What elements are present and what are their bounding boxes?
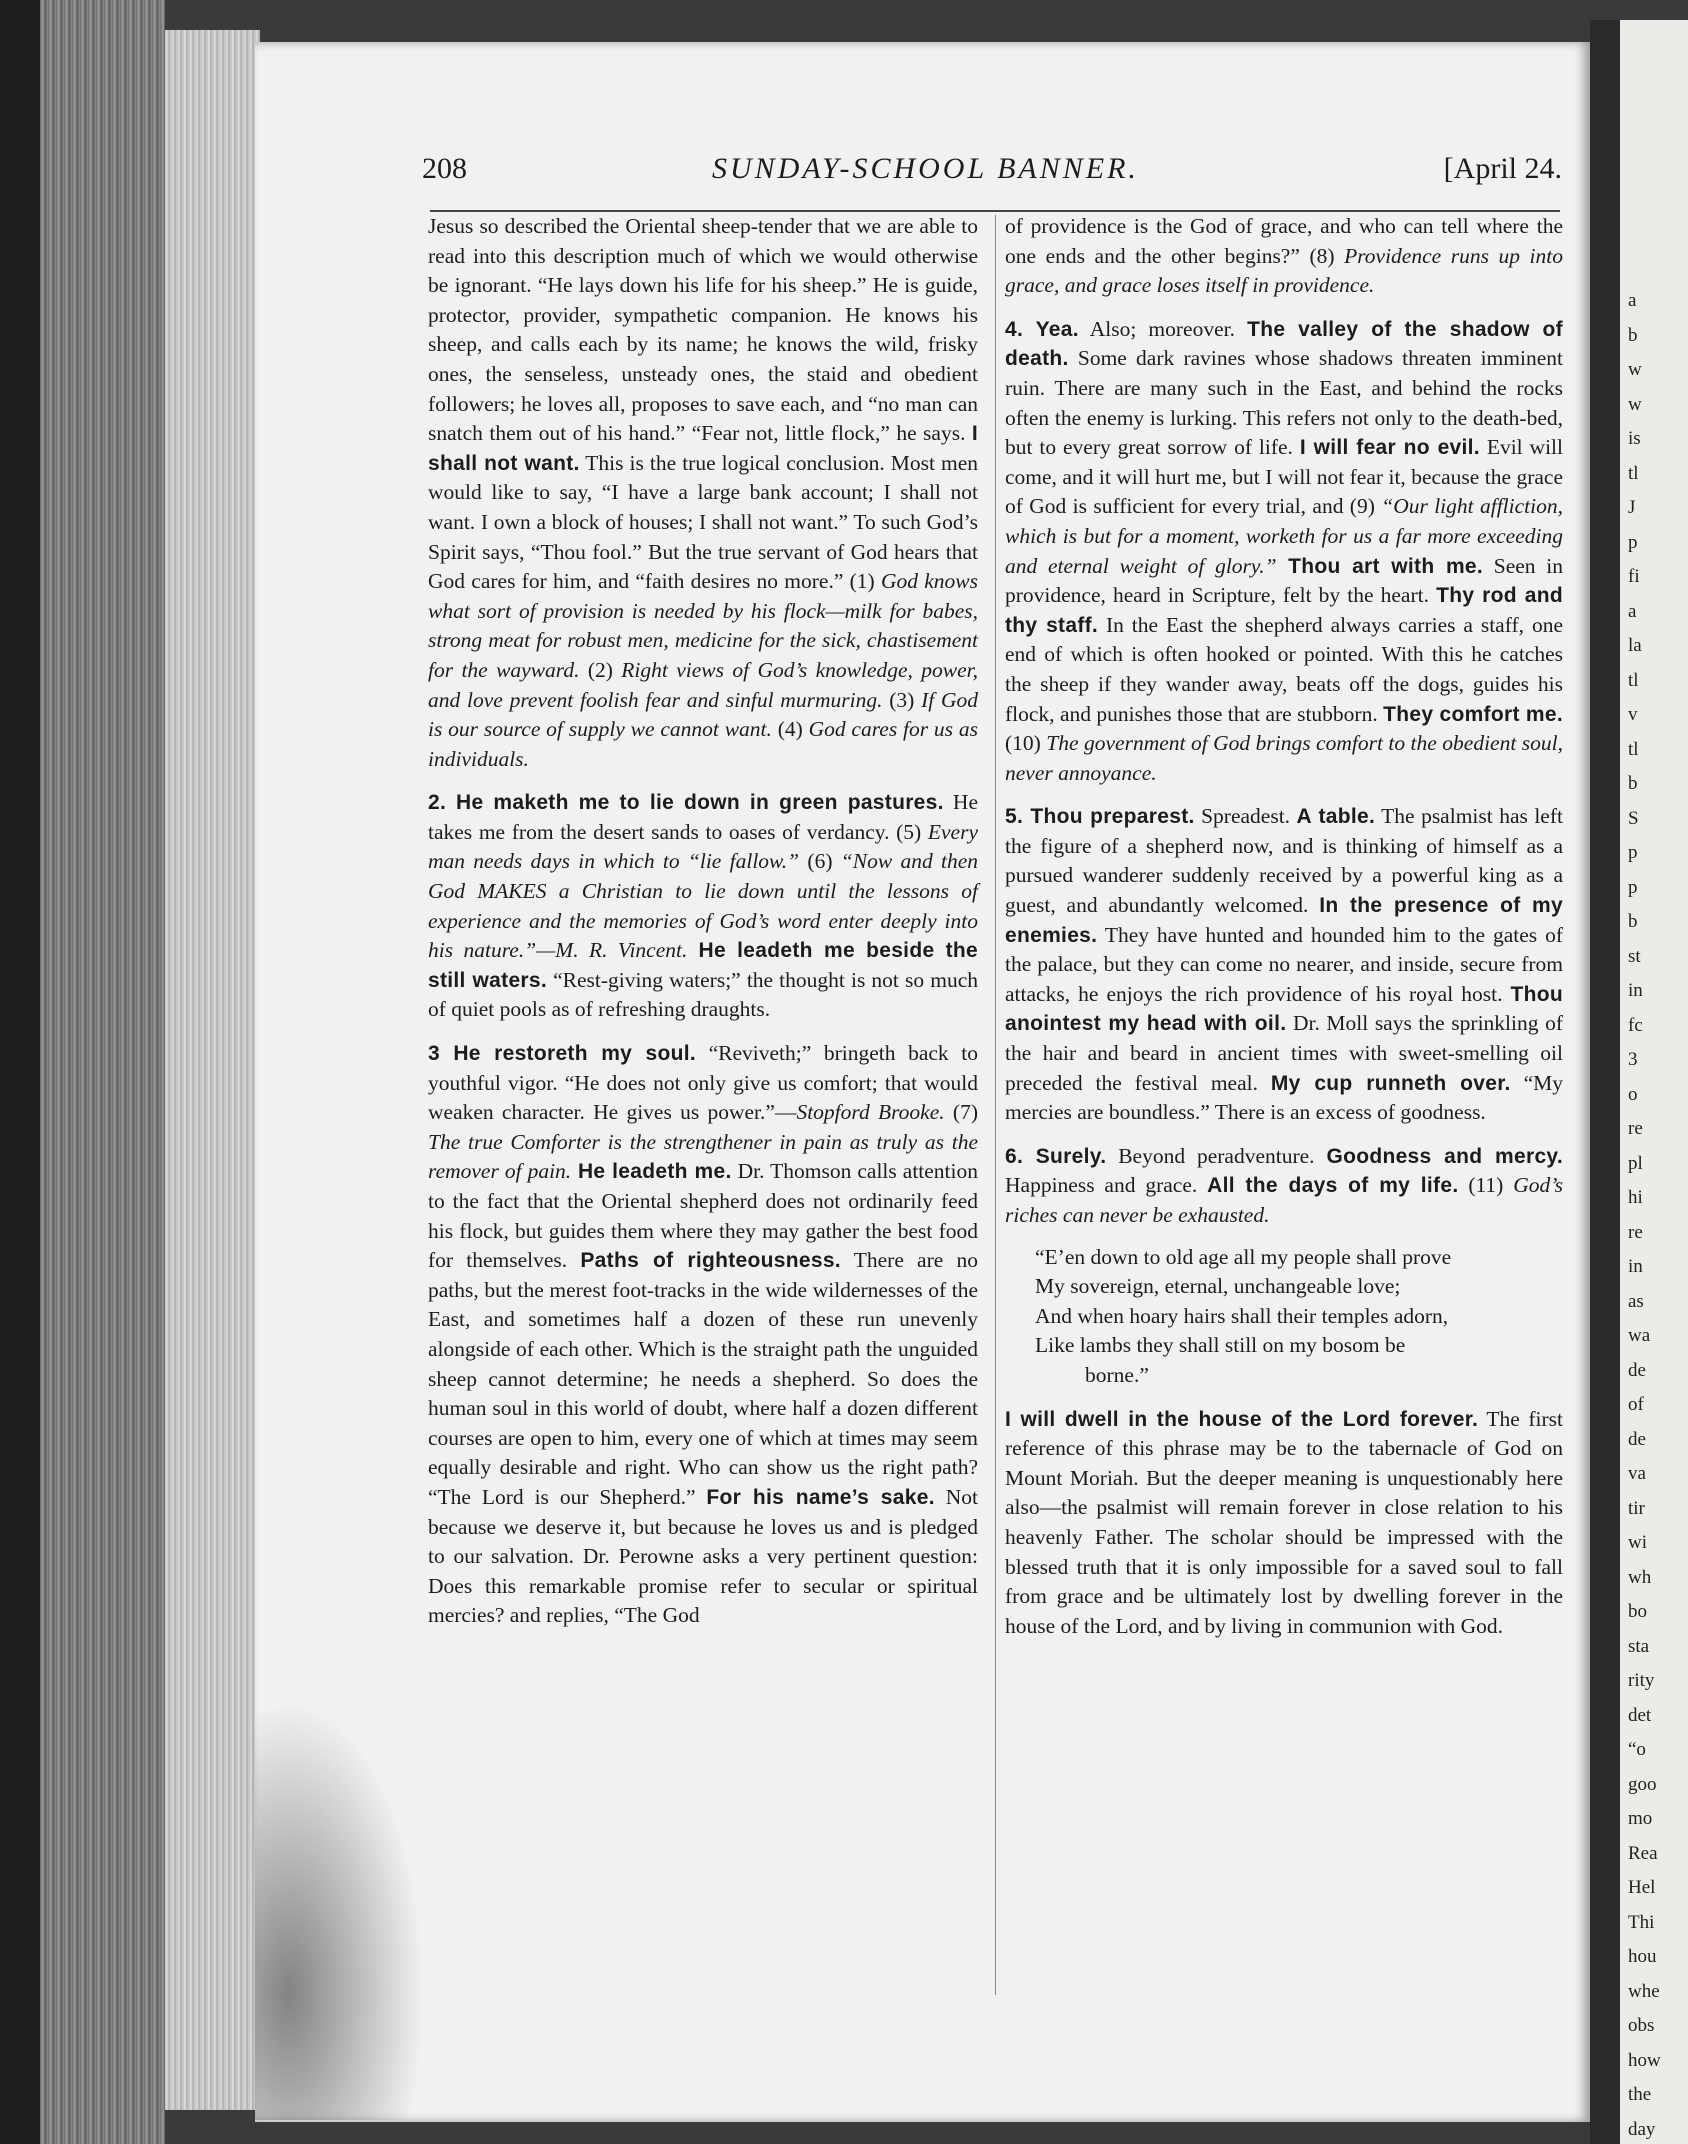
left-column xyxy=(428,212,978,1631)
text-run: The first reference of this phrase may be to the tabernacle of God on Mount Moriah. But the deeper meaning is unquestionably here also—the psalmist will remain forever in close relation to his heavenly Father. The scholar should be impressed with the blessed truth that it is only impossible for a saved soul to fall from grace and be ultimately lost by dwelling forever in the house of the Lord, and by living in communion with God. xyxy=(1005,1406,1563,1638)
text-run: They have hunted and hounded him to the gates of the palace, but they can come no nearer, and inside, secure from attacks, he enjoys the rich providence of his royal host. xyxy=(1005,922,1563,1006)
text-run: “My mercies are boundless.” There is an excess of goodness. xyxy=(1005,1070,1563,1125)
facing-page-fragment: wi xyxy=(1628,1532,1647,1553)
italic-phrase: God’s riches can never be exhausted. xyxy=(1005,1173,1563,1227)
paragraph xyxy=(1005,315,1563,789)
facing-page-fragment: b xyxy=(1628,773,1638,794)
page-number: 208 xyxy=(422,152,467,185)
text-run: (4) xyxy=(771,717,809,742)
text-run: Jesus so described the Oriental sheep-tender that we are able to read into this description much of which we would otherwise be ignorant. “He lays down his life for his sheep.” He is guide, protector, provider, sympathetic companion. He knows his sheep, and calls each by its name; he knows the wild, frisky ones, the senseless, unsteady ones, the staid and obedient followers; he loves all, proposes to save each, and “no man can snatch them out of his hand.” “Fear not, little flock,” he says. xyxy=(428,214,978,446)
italic-phrase: Every man needs days in which to “lie fallow.” xyxy=(428,819,978,874)
text-run: There are no paths, but the merest foot-tracks in the wide wildernesses of the East, and sometimes half a dozen of these run unevenly alongside of each other. Which is the straight path the unguided sheep cannot determine; he needs a shepherd. So does the human soul in this world of doubt, where half a dozen different courses are open to him, every one of which at times may seem equally desirable and right. Who can show us the right path? “The Lord is our Shepherd.” xyxy=(428,1248,978,1509)
bold-phrase: My cup runneth over. xyxy=(1270,1071,1511,1095)
bold-phrase: All the days of my life. xyxy=(1207,1174,1459,1198)
facing-page-fragment: tl xyxy=(1628,738,1639,760)
italic-phrase: Right views of God’s knowledge, power, and love prevent foolish fear and sinful murmuring. xyxy=(428,657,978,712)
text-run: of providence is the God of grace, and who can tell where the one ends and the other begins?” (8) xyxy=(1005,214,1563,268)
hymn-line: My sovereign, eternal, unchangeable love; xyxy=(1035,1274,1401,1299)
bold-phrase: He leadeth me beside the still waters. xyxy=(428,939,978,992)
facing-page-fragment: tl xyxy=(1628,462,1639,484)
right-column xyxy=(1005,212,1563,1641)
paragraph xyxy=(428,788,978,1025)
facing-page-fragment: in xyxy=(1628,1256,1643,1277)
bold-phrase: Goodness and mercy. xyxy=(1326,1144,1563,1168)
hymn-line: “E’en down to old age all my people shall prove xyxy=(1035,1244,1452,1269)
text-run: This is the true logical conclusion. Most men would like to say, “I have a large bank account; I shall not want. I own a block of houses; I shall not want.” To such God’s Spirit says, “Thou fool.” But the true servant of God hears that God cares for him, and “faith desires no more.” (1) xyxy=(428,450,979,594)
book-gutter xyxy=(1590,20,1620,2144)
text-run: (3) xyxy=(882,687,922,712)
facing-page-fragment: J xyxy=(1628,497,1636,518)
facing-page-fragment: rity xyxy=(1628,1670,1655,1691)
facing-page-fragment: goo xyxy=(1628,1773,1657,1795)
facing-page-fragment: a xyxy=(1628,290,1637,311)
facing-page-fragment: w xyxy=(1628,393,1642,415)
facing-page-fragment: tir xyxy=(1628,1497,1645,1519)
text-run: Happiness and grace. xyxy=(1005,1173,1208,1198)
paragraph xyxy=(1005,1142,1563,1231)
text-run: Some dark ravines whose shadows threaten imminent ruin. There are many such in the East, and behind the rocks often the enemy is lurking. This refers not only to the death-bed, but to every great sorrow of life. xyxy=(1005,346,1563,460)
paragraph xyxy=(428,1039,978,1631)
column-divider xyxy=(995,215,996,1995)
facing-page-fragment: bo xyxy=(1628,1601,1647,1622)
facing-page-fragment: Rea xyxy=(1628,1842,1658,1864)
facing-page-fragment: is xyxy=(1628,428,1641,449)
bold-phrase: For his name’s sake. xyxy=(706,1485,935,1509)
facing-page-fragment: how xyxy=(1628,2049,1661,2071)
facing-page-fragment: pl xyxy=(1628,1152,1643,1174)
paragraph xyxy=(428,212,978,774)
text-run: (10) xyxy=(1005,731,1047,756)
facing-page-fragment: sta xyxy=(1628,1635,1650,1657)
bold-phrase: A table. xyxy=(1296,805,1376,829)
running-title: SUNDAY-SCHOOL BANNER. xyxy=(712,152,1139,185)
italic-phrase: God cares for us as individuals. xyxy=(428,717,978,771)
bold-phrase: 4. Yea. xyxy=(1005,317,1079,341)
text-run: “Reviveth;” bringeth back to youthful vigor. “He does not only give us comfort; that would weaken character. He gives us power.”— xyxy=(428,1041,978,1125)
facing-page-fragment: whe xyxy=(1628,1980,1660,2002)
facing-page-fragment: re xyxy=(1628,1221,1643,1243)
bold-phrase: I will fear no evil. xyxy=(1299,436,1480,460)
facing-page-fragment: p xyxy=(1628,531,1638,553)
text-run: Dr. Moll says the sprinkling of the hair and beard in ancient times with sweet-smelling oil preceded the festival meal. xyxy=(1005,1011,1563,1095)
text-run: Dr. Thomson calls attention to the fact that the Oriental shepherd does not ordinarily feed his flock, but guides them where they may gather the best food for themselves. xyxy=(428,1159,978,1273)
text-run: Beyond peradventure. xyxy=(1106,1143,1327,1168)
bold-phrase: Thou anointest my head with oil. xyxy=(1005,982,1563,1036)
italic-phrase: The government of God brings comfort to the obedient soul, never annoyance. xyxy=(1005,731,1563,785)
issue-date: [April 24. xyxy=(1443,152,1562,185)
page-stain xyxy=(255,1700,425,2120)
bold-phrase: 5. Thou preparest. xyxy=(1005,805,1195,829)
bold-phrase: Thy rod and thy staff. xyxy=(1005,584,1563,637)
bold-phrase: 3 He restoreth my soul. xyxy=(428,1042,696,1066)
bold-phrase: 6. Surely. xyxy=(1005,1144,1107,1168)
facing-page-fragment: tl xyxy=(1628,669,1639,691)
facing-page-fragment: va xyxy=(1628,1463,1646,1484)
italic-phrase: Stopford Brooke. xyxy=(796,1100,945,1125)
text-run: Seen in providence, heard in Scripture, felt by the heart. xyxy=(1005,553,1563,608)
bold-phrase: Paths of righteousness. xyxy=(580,1249,841,1273)
facing-page-fragment: v xyxy=(1628,704,1638,725)
facing-page-edge xyxy=(1620,20,1688,2144)
italic-phrase: The true Comforter is the strengthener in pain as truly as the remover of pain. xyxy=(428,1129,978,1184)
bold-phrase: I will dwell in the house of the Lord forever. xyxy=(1005,1407,1479,1431)
bold-phrase: 2. He maketh me to lie down in green pastures. xyxy=(428,791,944,815)
facing-page-fragment: la xyxy=(1628,635,1642,656)
facing-page-fragment: fc xyxy=(1628,1014,1643,1036)
facing-page-fragment: p xyxy=(1628,876,1638,898)
paragraph xyxy=(1005,1405,1563,1642)
facing-page-fragment: de xyxy=(1628,1359,1646,1381)
bold-phrase: In the presence of my enemies. xyxy=(1005,894,1564,947)
facing-page-fragment: of xyxy=(1628,1394,1644,1415)
facing-page-fragment: de xyxy=(1628,1428,1646,1450)
bold-phrase: He leadeth me. xyxy=(571,1160,732,1184)
text-run: Spreadest. xyxy=(1194,804,1297,829)
text-run: (11) xyxy=(1458,1173,1514,1198)
facing-page-fragment: the xyxy=(1628,2084,1652,2105)
facing-page-fragment: hi xyxy=(1628,1187,1643,1208)
text-run: “Rest-giving waters;” the thought is not so much of quiet pools as of refreshing draughts. xyxy=(428,967,978,1022)
facing-page-fragment: p xyxy=(1628,842,1638,863)
facing-page-fragment: wa xyxy=(1628,1325,1651,1346)
text-run: Also; moreover. xyxy=(1078,316,1248,341)
facing-page-fragment: day xyxy=(1628,2118,1656,2140)
facing-page-fragment: hou xyxy=(1628,1946,1657,1967)
hymn-line: And when hoary hairs shall their temples adorn, xyxy=(1035,1303,1449,1328)
bold-phrase: I shall not want. xyxy=(428,422,978,475)
facing-page-fragment: det xyxy=(1628,1704,1652,1726)
italic-phrase: If God is our source of supply we cannot want. xyxy=(428,687,978,742)
page-header xyxy=(422,152,1562,192)
italic-phrase: God knows what sort of provision is needed by his flock—milk for babes, strong meat for robust men, medicine for the sick, chastisement for the wayward. xyxy=(428,569,978,682)
book-binding-shadow xyxy=(0,0,40,2144)
bold-phrase: Thou art with me. xyxy=(1276,554,1484,578)
facing-page-fragment: re xyxy=(1628,1118,1643,1139)
facing-page-fragment: o xyxy=(1628,1083,1638,1105)
bold-phrase: The valley of the shadow of death. xyxy=(1005,317,1563,371)
facing-page-fragment: fi xyxy=(1628,566,1640,587)
text-run: The psalmist has left the figure of a shepherd now, and is thinking of himself as a pursued wanderer suddenly received by a powerful king as a guest, and abundantly welcomed. xyxy=(1005,804,1563,918)
facing-page-fragment: st xyxy=(1628,945,1641,967)
facing-page-fragment: Thi xyxy=(1628,1911,1655,1933)
facing-page-fragment: a xyxy=(1628,600,1637,622)
page-stack-edge xyxy=(165,30,260,2110)
facing-page-fragment: wh xyxy=(1628,1566,1652,1588)
facing-page-fragment: w xyxy=(1628,359,1642,380)
facing-page-fragment: mo xyxy=(1628,1808,1653,1829)
hymn-line: Like lambs they shall still on my bosom be xyxy=(1035,1333,1406,1358)
facing-page-fragment: b xyxy=(1628,324,1638,346)
facing-page-fragment: obs xyxy=(1628,2015,1655,2036)
facing-page-fragment: as xyxy=(1628,1290,1644,1312)
hymn-quote xyxy=(1035,1243,1563,1391)
facing-page-fragment: “o xyxy=(1628,1739,1646,1760)
text-run: Evil will come, and it will hurt me, but I will not fear it, because the grace of God is sufficient for every trial, and (9) xyxy=(1005,435,1563,519)
facing-page-fragment: S xyxy=(1628,807,1639,829)
bold-phrase: They comfort me. xyxy=(1383,702,1563,726)
hymn-line: borne.” xyxy=(1085,1362,1149,1387)
facing-page-fragment: Hel xyxy=(1628,1877,1656,1898)
text-run: (2) xyxy=(579,657,622,682)
text-run: Not because we deserve it, but because he loves us and is pledged to our salvation. Dr. Perowne asks a very pertinent question: Does this remarkable promise refer to secular or spiritual mercies? and replies, “The God xyxy=(428,1484,978,1628)
text-run: (6) xyxy=(799,849,841,874)
text-run: He takes me from the desert sands to oases of verdancy. (5) xyxy=(428,790,978,844)
text-run: (7) xyxy=(944,1100,978,1125)
text-run: In the East the shepherd always carries a staff, one end of which is often hooked or pointed. With this he catches the sheep if they wander away, beats off the dogs, guides his flock, and punishes those that are stubborn. xyxy=(1005,612,1563,726)
paragraph xyxy=(1005,212,1563,301)
paragraph xyxy=(1005,802,1563,1128)
facing-page-fragment: 3 xyxy=(1628,1049,1638,1070)
italic-phrase: Providence runs up into grace, and grace loses itself in providence. xyxy=(1005,243,1564,298)
italic-phrase: “Now and then God MAKES a Christian to lie down until the lessons of experience and the memories of God’s word enter deeply into his nature.”—M. R. Vincent. xyxy=(428,849,978,963)
facing-page-fragment: b xyxy=(1628,911,1638,932)
italic-phrase: “Our light affliction, which is but for a moment, worketh for us a far more exceeding and eternal weight of glory.” xyxy=(1005,494,1563,578)
facing-page-fragment: in xyxy=(1628,980,1643,1001)
